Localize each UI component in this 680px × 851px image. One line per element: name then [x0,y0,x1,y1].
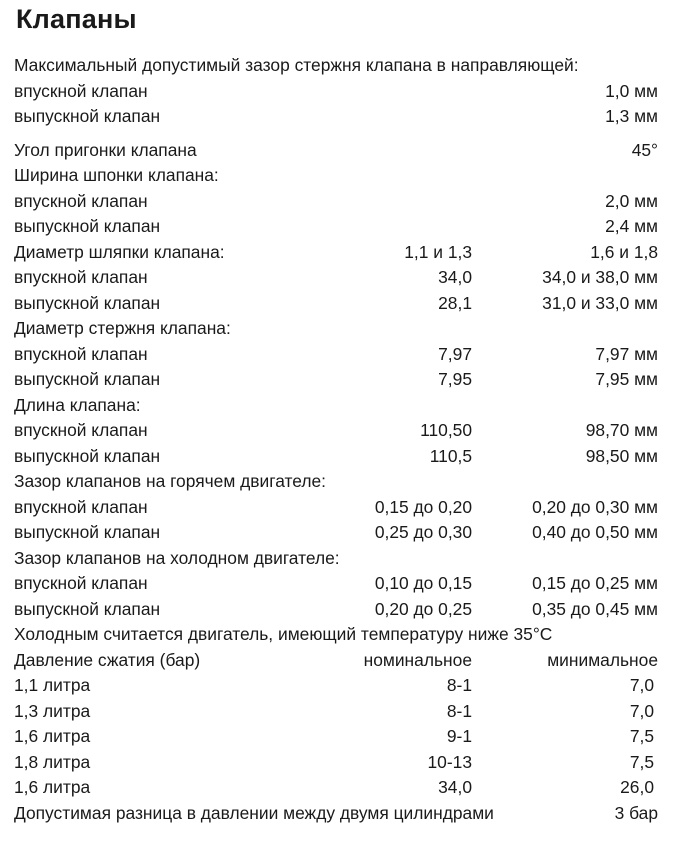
spec-value-primary: 110,5 [429,445,472,466]
spec-row [0,104,680,130]
spec-row [0,316,680,342]
spec-row [0,79,680,105]
spec-row [0,342,680,368]
spec-label: Холодным считается двигатель, имеющий температуру ниже 35°С [14,624,553,644]
spec-value-primary: 0,25 до 0,30 [374,522,472,542]
spec-row [0,622,680,648]
spec-label: 1,1 литра [14,675,91,695]
spec-row [0,418,680,444]
spec-row [0,750,680,776]
spec-value-primary: номинальное [363,649,472,670]
spec-label: впускной клапан [14,496,148,517]
spec-value-primary: 34,0 [438,267,472,287]
spec-label: впускной клапан [14,80,148,101]
spec-value-primary: 7,95 [438,369,472,389]
spec-label: впускной клапан [14,343,148,364]
spec-label: 1,6 литра [14,726,91,746]
spec-label: выпускной клапан [14,106,161,126]
spec-label: выпускной клапан [14,598,161,619]
spec-label: 1,3 литра [14,700,91,721]
spec-value-secondary: 0,40 до 0,50 мм [532,522,658,542]
spec-label: выпускной клапан [14,522,161,542]
spec-label: Максимальный допустимый зазор стержня клапана в направляющей: [14,55,579,75]
spec-label: Зазор клапанов на холодном двигателе: [14,547,340,568]
spec-value-secondary: 0,35 до 0,45 мм [532,598,658,619]
spec-value-secondary: 2,4 мм [605,216,658,236]
spec-value-primary: 8-1 [446,675,472,695]
spec-row [0,546,680,572]
spec-row [0,520,680,546]
spec-value-primary: 8-1 [446,700,472,721]
spec-label: 1,8 литра [14,751,91,772]
spec-label: выпускной клапан [14,216,161,236]
page-title: Клапаны [16,4,137,34]
spec-value-secondary: 1,0 мм [605,80,658,101]
spec-row [0,699,680,725]
spec-list [0,53,680,826]
spec-label: Допустимая разница в давлении между двумя цилиндрами [14,802,494,823]
spec-row [0,393,680,419]
spec-value-primary: 0,20 до 0,25 [374,598,472,619]
spec-row [0,724,680,750]
spec-value-primary: 9-1 [446,726,472,746]
spec-label: Угол пригонки клапана [14,139,197,160]
spec-label: Давление сжатия (бар) [14,649,201,670]
spec-value-primary: 1,1 и 1,3 [404,241,472,262]
spec-label: Ширина шпонки клапана: [14,165,219,185]
spec-label: выпускной клапан [14,369,161,389]
spec-value-primary: 28,1 [438,292,472,313]
spec-row [0,597,680,623]
spec-row [0,673,680,699]
spec-row [0,53,680,79]
spec-value-secondary: 2,0 мм [605,190,658,211]
spec-value-primary: 10-13 [427,751,472,772]
spec-row [0,801,680,827]
spec-value-secondary: 7,0 [629,675,654,695]
spec-value-primary: 0,10 до 0,15 [374,573,472,593]
spec-row [0,648,680,674]
spec-row [0,163,680,189]
spec-label: впускной клапан [14,190,148,211]
spec-value-primary: 7,97 [438,343,472,364]
spec-value-secondary: 31,0 и 33,0 мм [542,292,658,313]
spec-label: Диаметр стержня клапана: [14,318,231,338]
spec-row [0,214,680,240]
spec-label: выпускной клапан [14,292,161,313]
spec-row [0,265,680,291]
spec-row [0,571,680,597]
spec-label: впускной клапан [14,420,148,440]
spec-value-secondary: 34,0 и 38,0 мм [542,267,658,287]
spec-value-secondary: 7,0 [629,700,654,721]
spec-label: Зазор клапанов на горячем двигателе: [14,471,327,491]
spec-value-secondary: 98,70 мм [585,420,658,440]
spec-row [0,495,680,521]
spec-value-secondary: 7,95 мм [595,369,658,389]
spec-value-secondary: 3 бар [614,802,658,823]
spec-label: впускной клапан [14,573,148,593]
spec-value-secondary: 0,20 до 0,30 мм [532,496,658,517]
spec-row [0,469,680,495]
spec-value-secondary: 0,15 до 0,25 мм [532,573,658,593]
spec-row [0,444,680,470]
spec-label: 1,6 литра [14,777,91,797]
spec-value-secondary: 1,3 мм [605,106,658,126]
spec-row [0,240,680,266]
spec-value-primary: 0,15 до 0,20 [374,496,472,517]
spec-row [0,189,680,215]
spec-value-primary: 110,50 [420,420,472,440]
spec-value-primary: 34,0 [438,777,472,797]
spec-value-secondary: 98,50 мм [585,445,658,466]
spec-value-secondary: минимальное [547,649,658,670]
spec-value-secondary: 7,97 мм [595,343,658,364]
spec-value-secondary: 7,5 [629,751,654,772]
spec-row [0,138,680,164]
spec-label: впускной клапан [14,267,148,287]
spec-value-secondary: 7,5 [629,726,654,746]
spec-label: Длина клапана: [14,394,141,415]
spec-row [0,367,680,393]
spec-row [0,291,680,317]
spec-value-secondary: 1,6 и 1,8 [590,241,658,262]
spec-label: выпускной клапан [14,445,161,466]
spec-row [0,775,680,801]
spec-value-secondary: 26,0 [620,777,654,797]
spec-value-secondary: 45° [631,139,658,160]
spec-label: Диаметр шляпки клапана: [14,241,225,262]
